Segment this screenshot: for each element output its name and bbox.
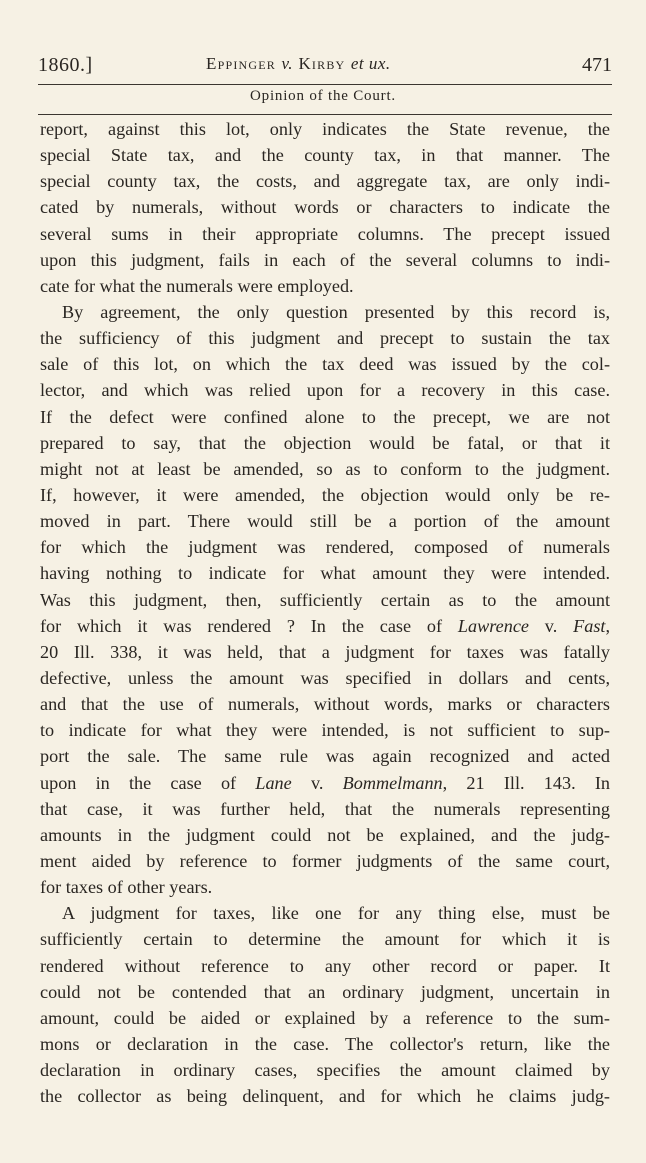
- text-segment: for taxes of other years.: [40, 877, 213, 898]
- text-line: [40, 1083, 610, 1109]
- section-subheading: Opinion of the Court.: [250, 88, 396, 104]
- header-rule-top: [38, 84, 612, 85]
- text-line: [40, 377, 610, 403]
- text-line: [40, 194, 610, 220]
- text-line: [40, 404, 610, 430]
- text-segment: ,: [605, 615, 610, 636]
- text-segment: Was this judgment, then, sufficiently certain as to the amount: [40, 589, 610, 610]
- text-segment: By agreement, the only question presented by this record is,: [62, 301, 610, 322]
- text-segment: having nothing to indicate for what amount they were intended.: [40, 563, 610, 584]
- text-line: [40, 430, 610, 456]
- text-line: [40, 743, 610, 769]
- text-segment: amount, could be aided or explained by a reference to the sum-: [40, 1007, 610, 1028]
- text-line: [40, 508, 610, 534]
- text-segment: for which it was rendered ? In the case of: [40, 615, 458, 636]
- text-line: [40, 1031, 610, 1057]
- text-segment: special State tax, and the county tax, in that manner. The: [40, 145, 610, 166]
- text-segment: could not be contended that an ordinary judgment, uncertain in: [40, 981, 610, 1002]
- text-segment: cate for what the numerals were employed.: [40, 275, 354, 296]
- text-line: [40, 874, 610, 900]
- text-segment: the collector as being delinquent, and for which he claims judg-: [40, 1086, 610, 1107]
- text-segment: If the defect were confined alone to the precept, we are not: [40, 406, 610, 427]
- header-rule-bottom: [38, 114, 612, 115]
- text-line: [40, 953, 610, 979]
- text-line: [40, 351, 610, 377]
- text-line: [40, 168, 610, 194]
- text-segment: defective, unless the amount was specified in dollars and cents,: [40, 667, 610, 688]
- text-segment: upon this judgment, fails in each of the several columns to indi-: [40, 249, 610, 270]
- case-versus: v.: [281, 54, 293, 73]
- page-number: 471: [582, 54, 612, 76]
- text-segment: port the sale. The same rule was again recognized and acted: [40, 746, 610, 767]
- text-segment: , 21 Ill. 143. In: [442, 772, 610, 793]
- text-segment: v.: [528, 615, 574, 636]
- text-segment: ment aided by reference to former judgments of the same court,: [40, 850, 610, 871]
- text-line: [40, 613, 610, 639]
- text-line: [40, 560, 610, 586]
- text-segment: A judgment for taxes, like one for any thing else, must be: [62, 903, 610, 924]
- text-segment: moved in part. There would still be a portion of the amount: [40, 511, 610, 532]
- text-segment: rendered without reference to any other record or paper. It: [40, 955, 610, 976]
- text-line: [40, 221, 610, 247]
- case-party-1: Eppinger: [206, 54, 276, 73]
- text-segment: report, against this lot, only indicates the State revenue, the: [40, 119, 610, 139]
- text-line: [40, 116, 610, 142]
- text-line: [40, 534, 610, 560]
- text-segment: declaration in ordinary cases, specifies the amount claimed by: [40, 1060, 610, 1081]
- running-head-year: 1860.]: [38, 54, 93, 76]
- case-et-ux: et ux.: [350, 54, 391, 73]
- text-segment: and that the use of numerals, without words, marks or characters: [40, 694, 610, 715]
- text-segment: prepared to say, that the objection would be fatal, or that it: [40, 432, 610, 453]
- text-segment: 20 Ill. 338, it was held, that a judgment for taxes was fatally: [40, 641, 610, 662]
- text-line: [40, 665, 610, 691]
- text-segment: that case, it was further held, that the numerals representing: [40, 798, 610, 819]
- text-line: [40, 247, 610, 273]
- text-segment: sufficiently certain to determine the amount for which it is: [40, 929, 610, 950]
- text-line: [40, 482, 610, 508]
- text-line: [40, 639, 610, 665]
- text-line: [40, 848, 610, 874]
- text-line: [40, 142, 610, 168]
- text-segment: upon in the case of: [40, 772, 256, 793]
- case-party-2: Kirby: [298, 54, 346, 73]
- case-name: Lawrence: [457, 615, 529, 636]
- running-head-case-title: [206, 54, 391, 74]
- text-line: [40, 796, 610, 822]
- text-line: [40, 456, 610, 482]
- text-segment: lector, and which was relied upon for a recovery in this case.: [40, 380, 610, 401]
- running-head: [38, 50, 612, 78]
- text-segment: amounts in the judgment could not be explained, and the judg-: [40, 824, 610, 845]
- text-line: [40, 926, 610, 952]
- text-line: [40, 717, 610, 743]
- case-name: Bommelmann: [342, 772, 443, 793]
- text-line: [40, 587, 610, 613]
- text-segment: for which the judgment was rendered, composed of numerals: [40, 537, 610, 558]
- text-line: [40, 900, 610, 926]
- text-line: [40, 691, 610, 717]
- case-name: Fast: [573, 615, 606, 636]
- text-line: [40, 273, 610, 299]
- text-segment: the sufficiency of this judgment and precept to sustain the tax: [40, 328, 610, 349]
- case-name: Lane: [255, 772, 292, 793]
- text-segment: to indicate for what they were intended, is not sufficient to sup-: [40, 720, 610, 741]
- text-line: [40, 1005, 610, 1031]
- text-line: [40, 979, 610, 1005]
- text-segment: mons or declaration in the case. The collector's return, like the: [40, 1033, 610, 1054]
- text-segment: might not at least be amended, so as to conform to the judgment.: [40, 458, 610, 479]
- opinion-body-text: [40, 116, 610, 1109]
- text-segment: sale of this lot, on which the tax deed was issued by the col-: [40, 354, 610, 375]
- text-line: [40, 1057, 610, 1083]
- text-line: [40, 325, 610, 351]
- text-line: [40, 770, 610, 796]
- text-segment: cated by numerals, without words or characters to indicate the: [40, 197, 610, 218]
- text-line: [40, 299, 610, 325]
- text-segment: several sums in their appropriate columns. The precept issued: [40, 223, 610, 244]
- text-segment: special county tax, the costs, and aggregate tax, are only indi-: [40, 171, 610, 192]
- text-segment: v.: [291, 772, 343, 793]
- text-line: [40, 822, 610, 848]
- text-segment: If, however, it were amended, the objection would only be re-: [40, 484, 610, 505]
